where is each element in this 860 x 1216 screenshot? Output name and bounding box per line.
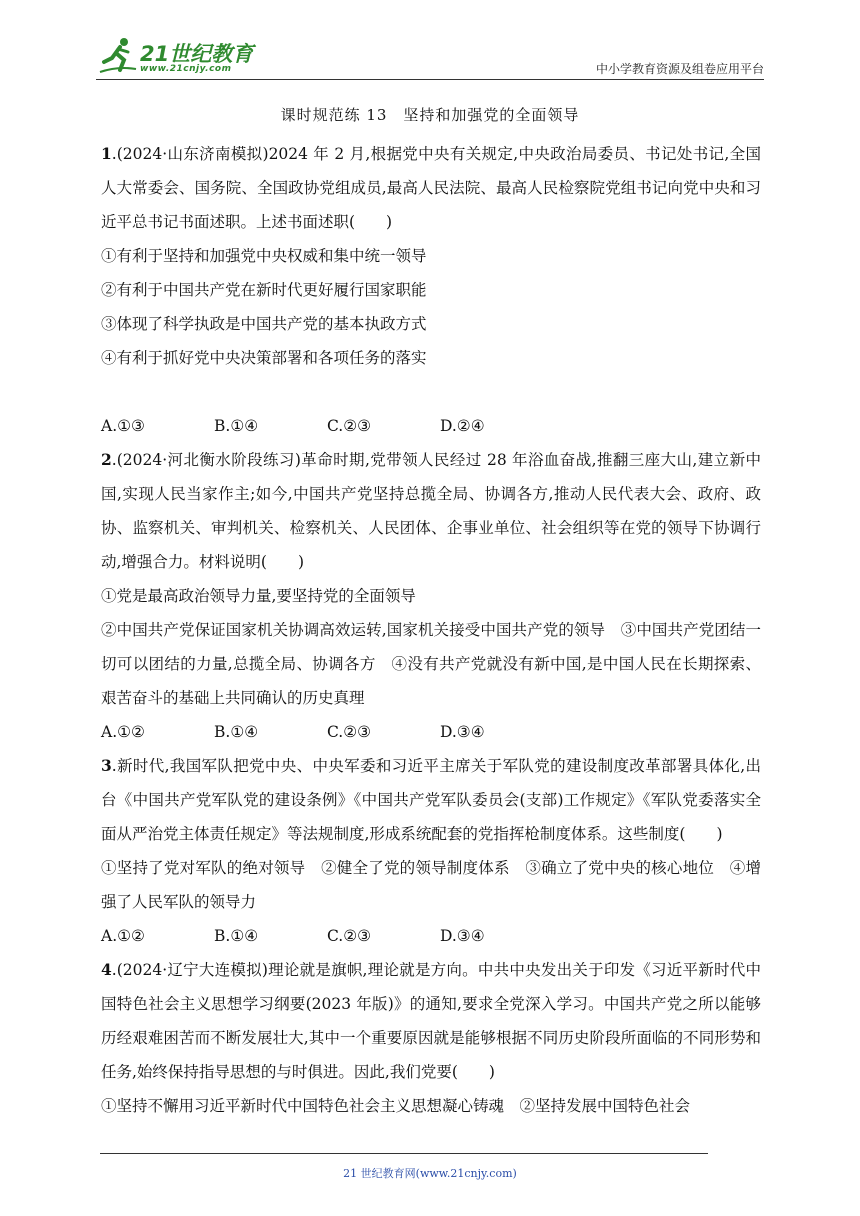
runner-logo-icon [98,36,138,76]
question-2-choices [101,715,761,749]
choice-a: A.①② [101,927,145,945]
question-4-stem: 4.(2024·辽宁大连模拟)理论就是旗帜,理论就是方向。中共中央发出关于印发《习近平新时代中国特色社会主义思想学习纲要(2023 年版)》的通知,要求全党深入学习。中国共产党之所以能够历经艰难困苦而不断发展壮大,其中一个重要原因就是能够根据不同历史阶段所面临的不同形势和任务,始终保持指导思想的与时俱进。因此,我们党要( ) [101,960,761,1081]
logo [96,36,266,80]
question-1-option: ①有利于坚持和加强党中央权威和集中统一领导 [101,247,427,265]
choice-b: B.①④ [214,417,259,435]
page-title: 课时规范练 13 坚持和加强党的全面领导 [280,106,580,124]
choice-d: D.③④ [440,723,485,741]
question-1-option: ③体现了科学执政是中国共产党的基本执政方式 [101,315,427,333]
platform-name: 中小学教育资源及组卷应用平台 [595,62,764,76]
logo-text: 21世纪教育 [140,42,254,66]
question-number: 4 [101,960,112,979]
question-number: 3 [101,756,112,775]
question-4-options: ①坚持不懈用习近平新时代中国特色社会主义思想凝心铸魂 ②坚持发展中国特色社会 [101,1097,691,1115]
footer-divider [100,1153,708,1154]
header-divider [96,79,764,80]
question-number: 1 [101,144,112,163]
choice-c: C.②③ [327,417,372,435]
choice-c: C.②③ [327,723,372,741]
question-3-stem: 3.新时代,我国军队把党中央、中央军委和习近平主席关于军队党的建设制度改革部署具体化,出台《中国共产党军队党的建设条例》《中国共产党军队委员会(支部)工作规定》《军队党委落实全面从严治党主体责任规定》等法规制度,形成系统配套的党指挥枪制度体系。这些制度( ) [101,756,761,843]
choice-d: D.②④ [440,417,485,435]
page-header [96,36,764,80]
choice-d: D.③④ [440,927,485,945]
question-1-option: ④有利于抓好党中央决策部署和各项任务的落实 [101,349,427,367]
question-1-stem: 1.(2024·山东济南模拟)2024 年 2 月,根据党中央有关规定,中央政治局委员、书记处书记,全国人大常委会、国务院、全国政协党组成员,最高人民法院、最高人民检察院党组书记向党中央和习近平总书记书面述职。上述书面述职( ) [101,144,761,231]
logo-url: www.21cnjy.com [140,64,232,74]
choice-a: A.①② [101,723,145,741]
questions [101,137,761,1123]
choice-a: A.①③ [101,417,145,435]
question-2-option: ①党是最高政治领导力量,要坚持党的全面领导 [101,587,416,605]
question-3-choices [101,919,761,953]
question-2-options: ②中国共产党保证国家机关协调高效运转,国家机关接受中国共产党的领导 ③中国共产党团结一切可以团结的力量,总揽全局、协调各方 ④没有共产党就没有新中国,是中国人民在长期探索、艰苦奋斗的基础上共同确认的历史真理 [101,621,761,707]
choice-c: C.②③ [327,927,372,945]
question-number: 2 [101,450,112,469]
question-1-option: ②有利于中国共产党在新时代更好履行国家职能 [101,281,427,299]
question-3-options: ①坚持了党对军队的绝对领导 ②健全了党的领导制度体系 ③确立了党中央的核心地位 ④增强了人民军队的领导力 [101,859,761,911]
page-footer: 21 世纪教育网(www.21cnjy.com) [343,1167,517,1180]
question-2-stem: 2.(2024·河北衡水阶段练习)革命时期,党带领人民经过 28 年浴血奋战,推翻三座大山,建立新中国,实现人民当家作主;如今,中国共产党坚持总揽全局、协调各方,推动人民代表大会、政府、政协、监察机关、审判机关、检察机关、人民团体、企事业单位、社会组织等在党的领导下协调行动,增强合力。材料说明( ) [101,450,761,571]
question-1-choices [101,409,761,443]
choice-b: B.①④ [214,723,259,741]
choice-b: B.①④ [214,927,259,945]
